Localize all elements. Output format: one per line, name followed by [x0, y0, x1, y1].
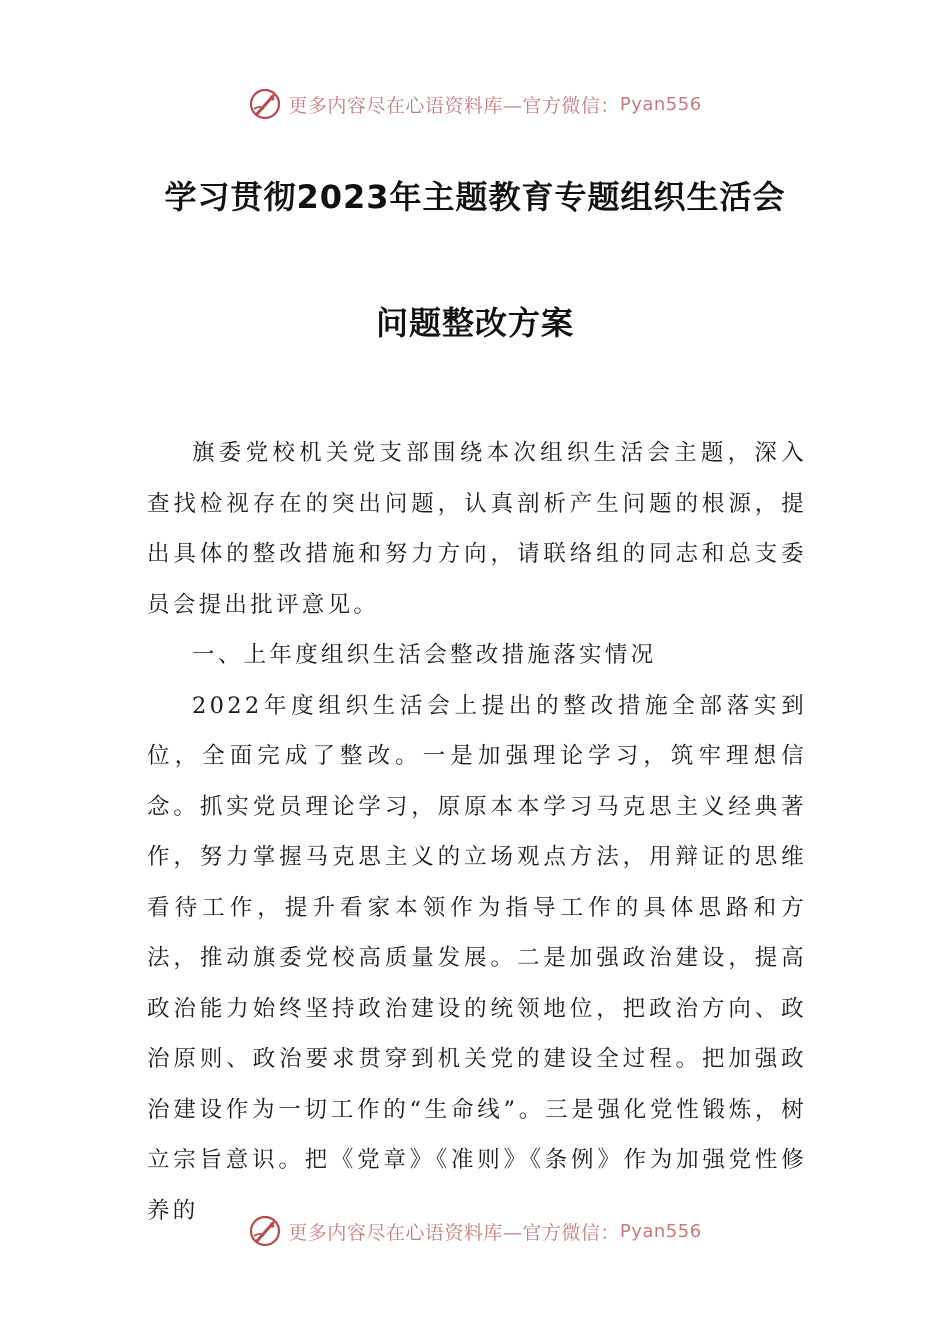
pen-logo-icon — [248, 1214, 282, 1248]
paragraph-rectification: 2022年度组织生活会上提出的整改措施全部落实到位，全面完成了整改。一是加强理论学习，筑牢理想信念。抓实党员理论学习，原原本本学习马克思主义经典著作，努力掌握马克思主义的立场观点方法，用辩证的思维看待工作，提升看家本领作为指导工作的具体思路和方法，推动旗委党校高质量发展。二是加强政治建设，提高政治能力始终坚持政治建设的统领地位，把政治方向、政治原则、政治要求贯穿到机关党的建设全过程。把加强政治建设作为一切工作的“生命线”。三是强化党性锻炼，树立宗旨意识。把《党章》《准则》《条例》作为加强党性修养的 — [147, 692, 807, 1224]
paragraph-intro: 旗委党校机关党支部围绕本次组织生活会主题，深入查找检视存在的突出问题，认真剖析产生问题的根源，提出具体的整改措施和努力方向，请联络组的同志和总支委员会提出批评意见。 — [147, 440, 807, 618]
document-title-line-2: 问题整改方案 — [375, 304, 574, 342]
section-heading-1: 一、上年度组织生活会整改措施落实情况 — [192, 642, 657, 668]
watermark-text: 更多内容尽在心语资料库—官方微信： — [288, 1221, 620, 1244]
watermark-wechat-id: Pyan556 — [619, 1220, 702, 1242]
header-watermark — [0, 84, 950, 124]
footer-watermark — [0, 1211, 950, 1251]
document-title-line-1: 学习贯彻2023年主题教育专题组织生活会 — [164, 178, 786, 216]
document-body — [147, 428, 807, 1236]
watermark-text: 更多内容尽在心语资料库—官方微信： — [288, 94, 620, 117]
pen-logo-icon — [248, 87, 282, 121]
watermark-wechat-id: Pyan556 — [619, 93, 702, 115]
